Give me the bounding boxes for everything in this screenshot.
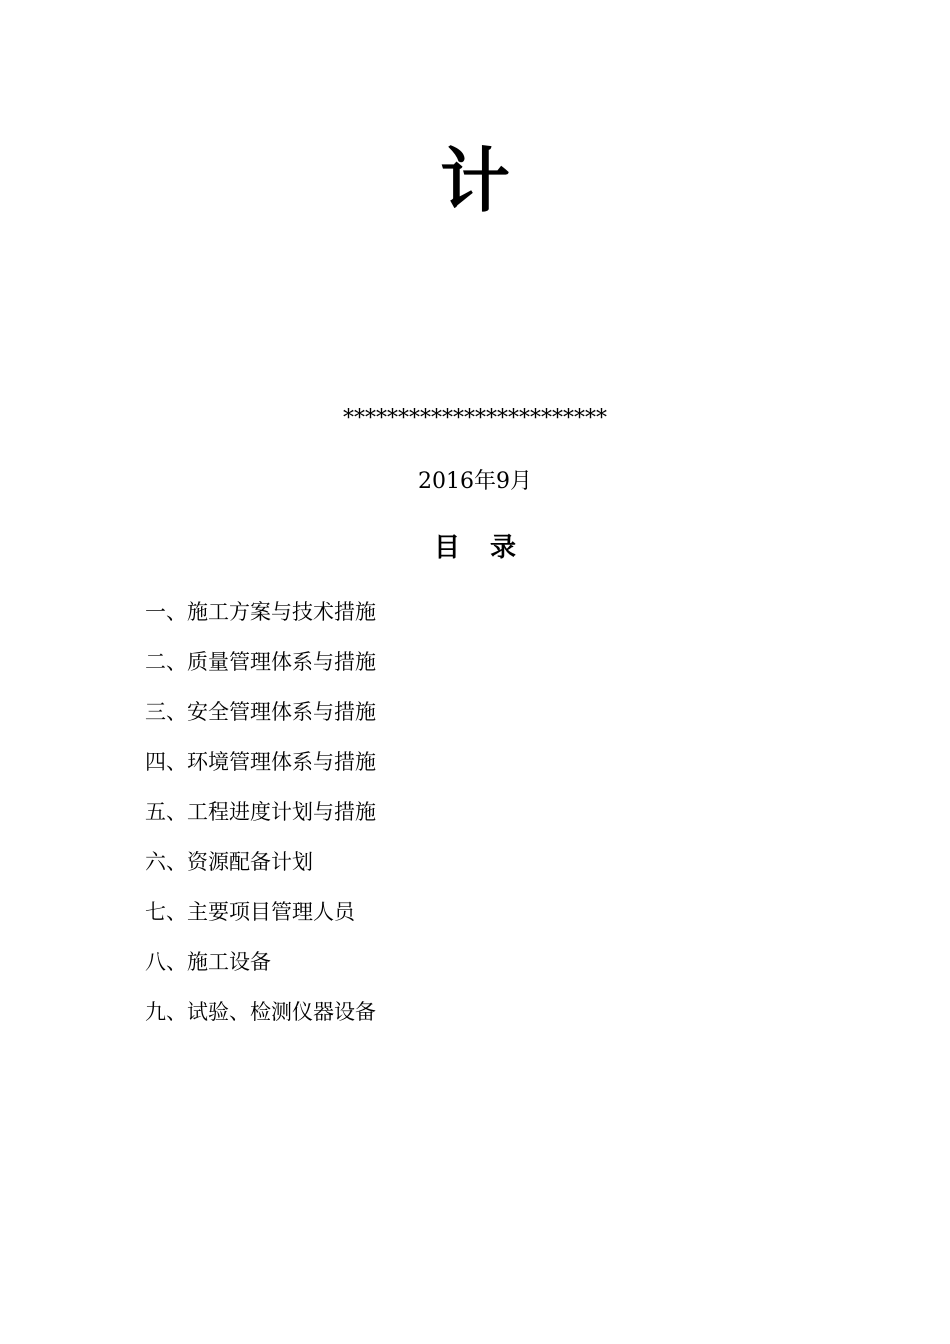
toc-item: 九、试验、检测仪器设备: [145, 1000, 376, 1024]
company-name: ************************: [343, 406, 607, 431]
document-date: 2016年9月: [418, 469, 532, 494]
toc-item: 三、安全管理体系与措施: [145, 700, 376, 724]
toc-item: 八、施工设备: [145, 950, 271, 974]
toc-item: 二、质量管理体系与措施: [145, 650, 376, 674]
toc-list: [145, 596, 376, 1046]
toc-heading: 目录: [433, 533, 546, 563]
cover-title: 计: [440, 140, 510, 222]
toc-item: 七、主要项目管理人员: [145, 900, 355, 924]
toc-item: 一、施工方案与技术措施: [145, 600, 376, 624]
toc-item: 四、环境管理体系与措施: [145, 750, 376, 774]
toc-item: 六、资源配备计划: [145, 850, 313, 874]
toc-item: 五、工程进度计划与措施: [145, 800, 376, 824]
